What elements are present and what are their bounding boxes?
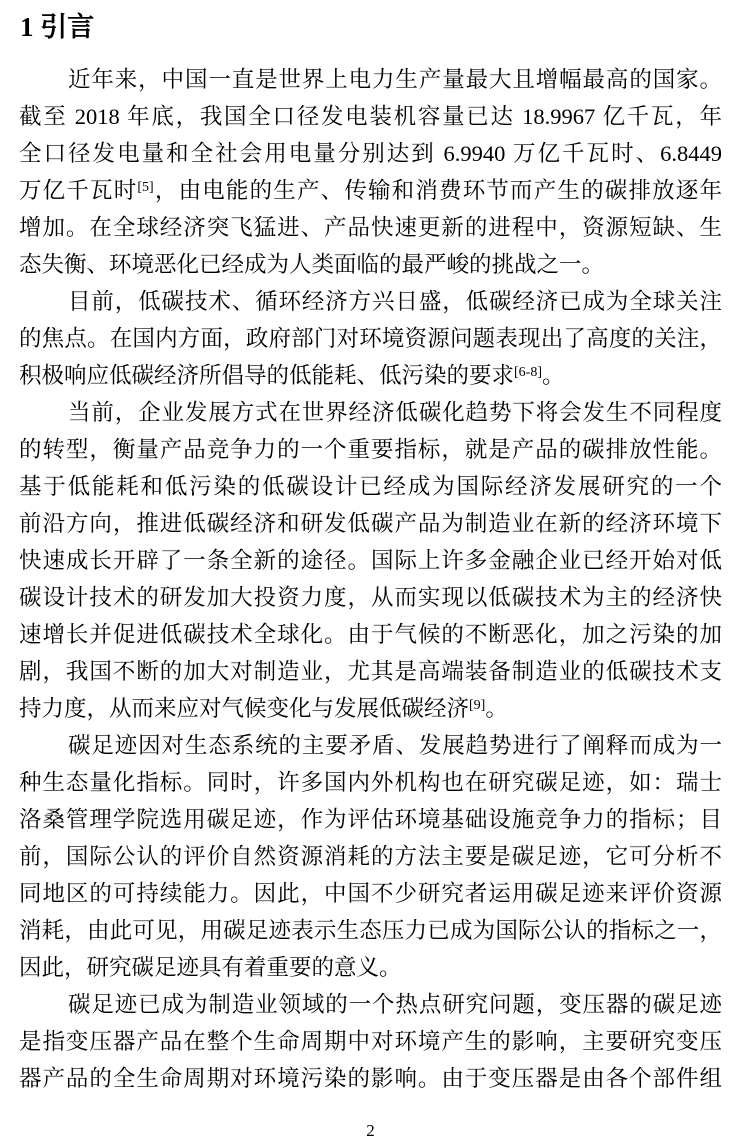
page-number: 2 bbox=[366, 1121, 375, 1140]
text-run: 快速成长开辟了一条全新的途径。国际上许多金融企业已经开始对低 bbox=[19, 548, 722, 573]
text-line bbox=[19, 135, 722, 172]
text-line bbox=[19, 875, 722, 912]
text-line bbox=[19, 320, 722, 357]
section-heading: 1 引言 bbox=[20, 12, 95, 42]
text-run: 前沿方向，推进低碳经济和研发低碳产品为制造业在新的经济环境下 bbox=[19, 511, 722, 536]
text-line bbox=[19, 542, 722, 579]
text-line bbox=[19, 579, 722, 616]
text-line bbox=[19, 986, 722, 1023]
text-line bbox=[19, 801, 722, 838]
text-run: 万亿千瓦时 bbox=[19, 178, 138, 203]
text-line bbox=[19, 1060, 722, 1097]
text-run: 积极响应低碳经济所倡导的低能耗、低污染的要求 bbox=[19, 363, 515, 388]
text-run: 速增长并促进低碳技术全球化。由于气候的不断恶化，加之污染的加 bbox=[19, 622, 722, 647]
text-run: 全口径发电量和全社会用电量分别达到 6.9940 万亿千瓦时、6.8449 bbox=[19, 141, 722, 166]
text-run: 前，国际公认的评价自然资源消耗的方法主要是碳足迹，它可分析不 bbox=[19, 844, 722, 869]
text-run: 碳设计技术的研发加大投资力度，从而实现以低碳技术为主的经济快 bbox=[19, 585, 722, 610]
text-line bbox=[19, 468, 722, 505]
text-run: 基于低能耗和低污染的低碳设计已经成为国际经济发展研究的一个 bbox=[19, 474, 722, 499]
text-line bbox=[19, 394, 722, 431]
text-run: 的转型，衡量产品竞争力的一个重要指标，就是产品的碳排放性能。 bbox=[19, 437, 722, 462]
text-run: 的焦点。在国内方面，政府部门对环境资源问题表现出了高度的关注， bbox=[19, 326, 722, 351]
text-line bbox=[19, 357, 722, 394]
text-run: 目前，低碳技术、循环经济方兴日盛，低碳经济已成为全球关注 bbox=[68, 289, 722, 314]
text-run: 当前，企业发展方式在世界经济低碳化趋势下将会发生不同程度 bbox=[68, 400, 722, 425]
text-run: 剧，我国不断的加大对制造业，尤其是高端装备制造业的低碳技术支 bbox=[19, 659, 722, 684]
citation-ref: [6-8] bbox=[514, 365, 543, 380]
text-run: 持力度，从而来应对气候变化与发展低碳经济 bbox=[19, 696, 470, 721]
text-run: 消耗，由此可见，用碳足迹表示生态压力已成为国际公认的指标之一， bbox=[19, 918, 722, 943]
paragraph bbox=[19, 727, 722, 986]
text-line bbox=[19, 838, 722, 875]
text-line bbox=[19, 912, 722, 949]
text-run: 。 bbox=[542, 363, 565, 388]
text-run: 。 bbox=[485, 696, 508, 721]
text-line bbox=[19, 431, 722, 468]
text-line bbox=[19, 653, 722, 690]
paragraph bbox=[19, 394, 722, 727]
text-line bbox=[19, 505, 722, 542]
text-line bbox=[19, 61, 722, 98]
text-run: 近年来，中国一直是世界上电力生产量最大且增幅最高的国家。 bbox=[68, 67, 722, 92]
text-line bbox=[19, 98, 722, 135]
text-run: 增加。在全球经济突飞猛进、产品快速更新的进程中，资源短缺、生 bbox=[19, 215, 722, 240]
text-run: 同地区的可持续能力。因此，中国不少研究者运用碳足迹来评价资源 bbox=[19, 881, 722, 906]
text-run: 是指变压器产品在整个生命周期中对环境产生的影响，主要研究变压 bbox=[19, 1029, 722, 1054]
text-run: 截至 2018 年底，我国全口径发电装机容量已达 18.9967 亿千瓦，年 bbox=[19, 104, 722, 129]
paragraph bbox=[19, 61, 722, 283]
paragraph bbox=[19, 283, 722, 394]
text-run: 洛桑管理学院选用碳足迹，作为评估环境基础设施竞争力的指标；目 bbox=[19, 807, 722, 832]
text-run: 碳足迹已成为制造业领域的一个热点研究问题，变压器的碳足迹 bbox=[68, 992, 722, 1017]
citation-ref: [9] bbox=[469, 698, 486, 713]
text-run: 因此，研究碳足迹具有着重要的意义。 bbox=[19, 955, 402, 980]
text-run: ，由电能的生产、传输和消费环节而产生的碳排放逐年 bbox=[153, 178, 722, 203]
text-line bbox=[19, 727, 722, 764]
text-run: 碳足迹因对生态系统的主要矛盾、发展趋势进行了阐释而成为一 bbox=[68, 733, 722, 758]
text-line bbox=[19, 246, 722, 283]
text-line bbox=[19, 172, 722, 209]
text-run: 种生态量化指标。同时，许多国内外机构也在研究碳足迹，如：瑞士 bbox=[19, 770, 722, 795]
text-line bbox=[19, 764, 722, 801]
text-run: 态失衡、环境恶化已经成为人类面临的最严峻的挑战之一。 bbox=[19, 252, 605, 277]
text-line bbox=[19, 616, 722, 653]
body-text-container bbox=[19, 61, 722, 1097]
text-line bbox=[19, 690, 722, 727]
text-line bbox=[19, 283, 722, 320]
document-page bbox=[0, 12, 741, 1145]
text-line bbox=[19, 949, 722, 986]
text-run: 器产品的全生命周期对环境污染的影响。由于变压器是由各个部件组 bbox=[19, 1066, 722, 1091]
paragraph bbox=[19, 986, 722, 1097]
text-line bbox=[19, 209, 722, 246]
citation-ref: [5] bbox=[137, 180, 154, 195]
text-line bbox=[19, 1023, 722, 1060]
